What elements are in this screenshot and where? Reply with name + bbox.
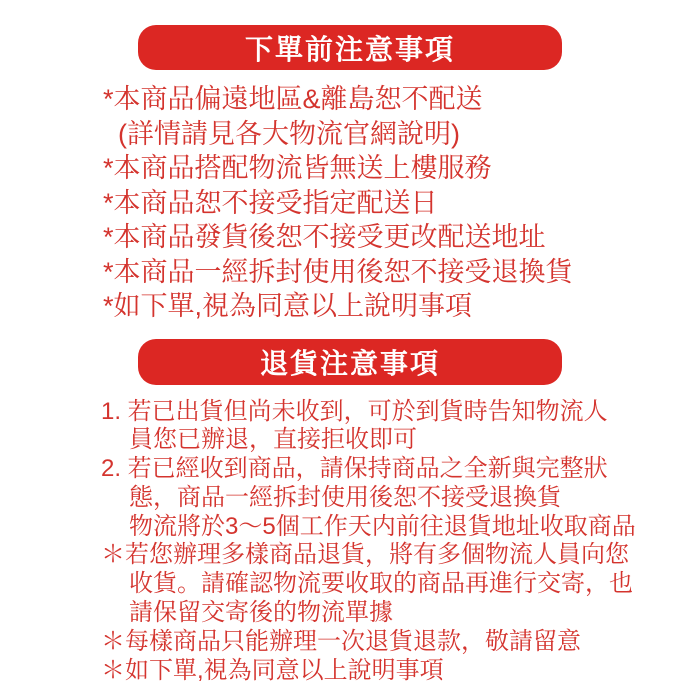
pre-order-banner [138, 25, 562, 70]
pre-order-note-line: *本商品恕不接受指定配送日 [103, 187, 438, 218]
pre-order-note-line: *本商品偏遠地區&離島恕不配送 [103, 84, 483, 114]
returns-notes-list [0, 398, 700, 686]
returns-note-line: 請保留交寄後的物流單據 [129, 599, 393, 627]
returns-note-line: 物流將於3～5個工作天内前往退貨地址收取商品 [129, 512, 636, 540]
returns-note-line: ＊每樣商品只能辦理一次退貨退款，敬請留意 [101, 627, 581, 655]
pre-order-banner-title: 下單前注意事項 [244, 33, 455, 65]
returns-note-line: 態，商品一經拆封使用後恕不接受退換貨 [129, 483, 561, 511]
returns-note-line: 2. 若已經收到商品，請保持商品之全新與完整狀 [101, 455, 608, 483]
returns-note-line: ＊如下單,視為同意以上說明事項 [101, 656, 444, 684]
returns-banner [138, 339, 562, 385]
pre-order-note-line: *本商品發貨後恕不接受更改配送地址 [103, 222, 546, 252]
returns-note-line: 1. 若已出貨但尚未收到，可於到貨時告知物流人 [101, 397, 608, 425]
pre-order-note-line: *如下單,視為同意以上說明事項 [103, 291, 473, 321]
pre-order-note-line: *本商品一經拆封使用後恕不接受退換貨 [103, 256, 573, 287]
pre-order-notes-list [0, 82, 700, 324]
returns-note-line: 員您已辦退，直接拒收即可 [129, 426, 417, 454]
returns-note-line: ＊若您辦理多樣商品退貨，將有多個物流人員向您 [101, 541, 629, 569]
returns-banner-title: 退貨注意事項 [259, 347, 440, 379]
pre-order-note-line: (詳情請見各大物流官網說明) [118, 118, 460, 149]
pre-order-note-line: *本商品搭配物流皆無送上樓服務 [103, 153, 492, 183]
returns-note-line: 收貨。請確認物流要收取的商品再進行交寄，也 [129, 570, 633, 598]
